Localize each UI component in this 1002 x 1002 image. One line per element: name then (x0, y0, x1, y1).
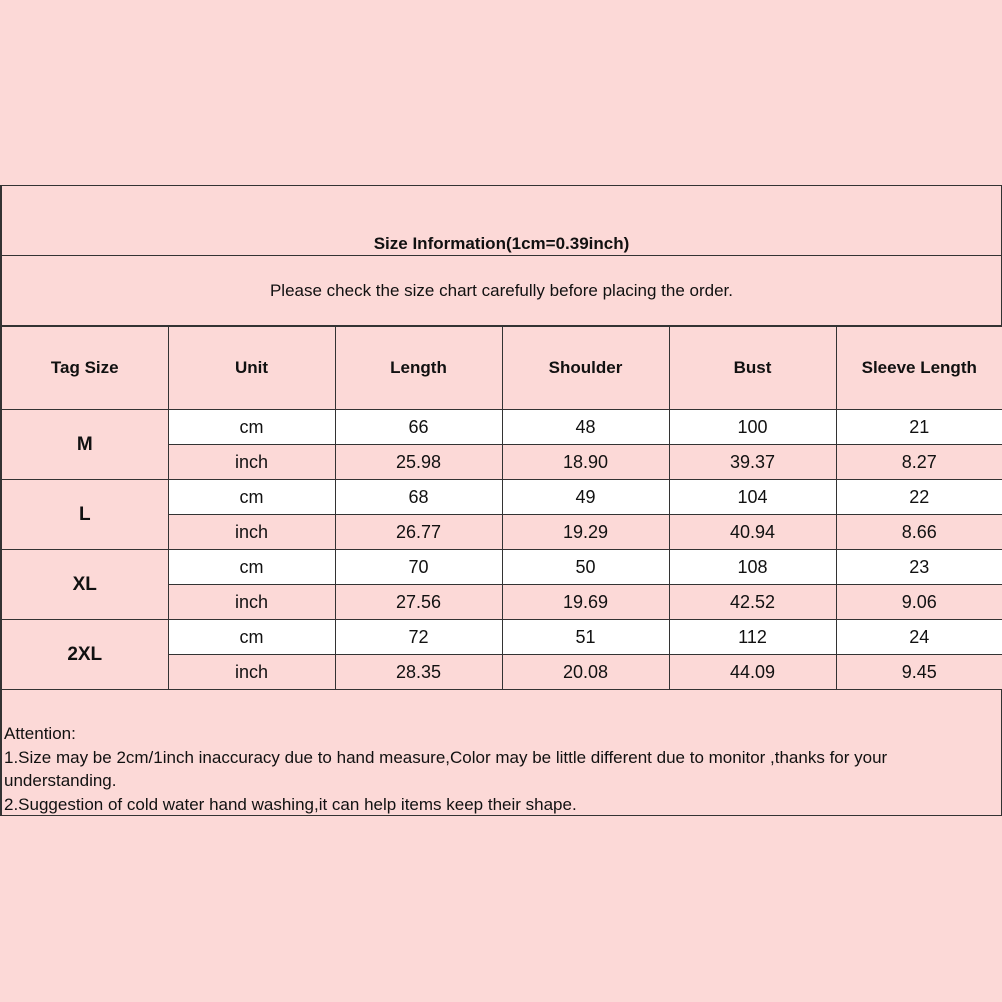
tag-size-cell: XL (2, 550, 168, 620)
sleeve-length-cell: 23 (836, 550, 1002, 585)
tag-size-cell: L (2, 480, 168, 550)
shoulder-cell: 19.29 (502, 515, 669, 550)
notice-row (2, 256, 1001, 326)
length-cell: 70 (335, 550, 502, 585)
sleeve-length-cell: 24 (836, 620, 1002, 655)
table-row (2, 480, 1002, 515)
length-cell: 27.56 (335, 585, 502, 620)
bust-cell: 40.94 (669, 515, 836, 550)
shoulder-cell: 19.69 (502, 585, 669, 620)
unit-cell: cm (168, 620, 335, 655)
table-row (2, 410, 1002, 445)
header-sleeve-length: Sleeve Length (836, 327, 1002, 410)
unit-cell: cm (168, 410, 335, 445)
length-cell: 68 (335, 480, 502, 515)
chart-title: Size Information(1cm=0.39inch) (373, 234, 630, 253)
attention-note-1: 1.Size may be 2cm/1inch inaccuracy due to hand measure,Color may be little different due to monitor ,thanks for your understanding. (4, 747, 888, 790)
tag-size-cell: 2XL (2, 620, 168, 690)
length-cell: 66 (335, 410, 502, 445)
header-unit: Unit (168, 327, 335, 410)
shoulder-cell: 51 (502, 620, 669, 655)
header-length: Length (335, 327, 502, 410)
sleeve-length-cell: 9.06 (836, 585, 1002, 620)
table-row (2, 620, 1002, 655)
bust-cell: 104 (669, 480, 836, 515)
bust-cell: 44.09 (669, 655, 836, 690)
header-shoulder: Shoulder (502, 327, 669, 410)
unit-cell: inch (168, 445, 335, 480)
sleeve-length-cell: 8.27 (836, 445, 1002, 480)
bust-cell: 112 (669, 620, 836, 655)
length-cell: 26.77 (335, 515, 502, 550)
sleeve-length-cell: 21 (836, 410, 1002, 445)
unit-cell: cm (168, 550, 335, 585)
order-notice: Please check the size chart carefully before placing the order. (269, 281, 734, 300)
tag-size-cell: M (2, 410, 168, 480)
header-bust: Bust (669, 327, 836, 410)
length-cell: 25.98 (335, 445, 502, 480)
bust-cell: 108 (669, 550, 836, 585)
unit-cell: inch (168, 515, 335, 550)
shoulder-cell: 49 (502, 480, 669, 515)
header-row (2, 327, 1002, 410)
table-row (2, 550, 1002, 585)
title-row (2, 186, 1001, 256)
attention-notes (4, 722, 994, 816)
shoulder-cell: 48 (502, 410, 669, 445)
shoulder-cell: 50 (502, 550, 669, 585)
size-table (2, 326, 1002, 690)
attention-heading: Attention: (4, 724, 76, 743)
unit-cell: inch (168, 655, 335, 690)
length-cell: 72 (335, 620, 502, 655)
bust-cell: 42.52 (669, 585, 836, 620)
sleeve-length-cell: 8.66 (836, 515, 1002, 550)
sleeve-length-cell: 22 (836, 480, 1002, 515)
unit-cell: cm (168, 480, 335, 515)
shoulder-cell: 18.90 (502, 445, 669, 480)
size-chart (0, 185, 1002, 816)
header-tag-size: Tag Size (2, 327, 168, 410)
shoulder-cell: 20.08 (502, 655, 669, 690)
attention-note-2: 2.Suggestion of cold water hand washing,it can help items keep their shape. (4, 794, 577, 814)
unit-cell: inch (168, 585, 335, 620)
length-cell: 28.35 (335, 655, 502, 690)
bust-cell: 39.37 (669, 445, 836, 480)
bust-cell: 100 (669, 410, 836, 445)
sleeve-length-cell: 9.45 (836, 655, 1002, 690)
